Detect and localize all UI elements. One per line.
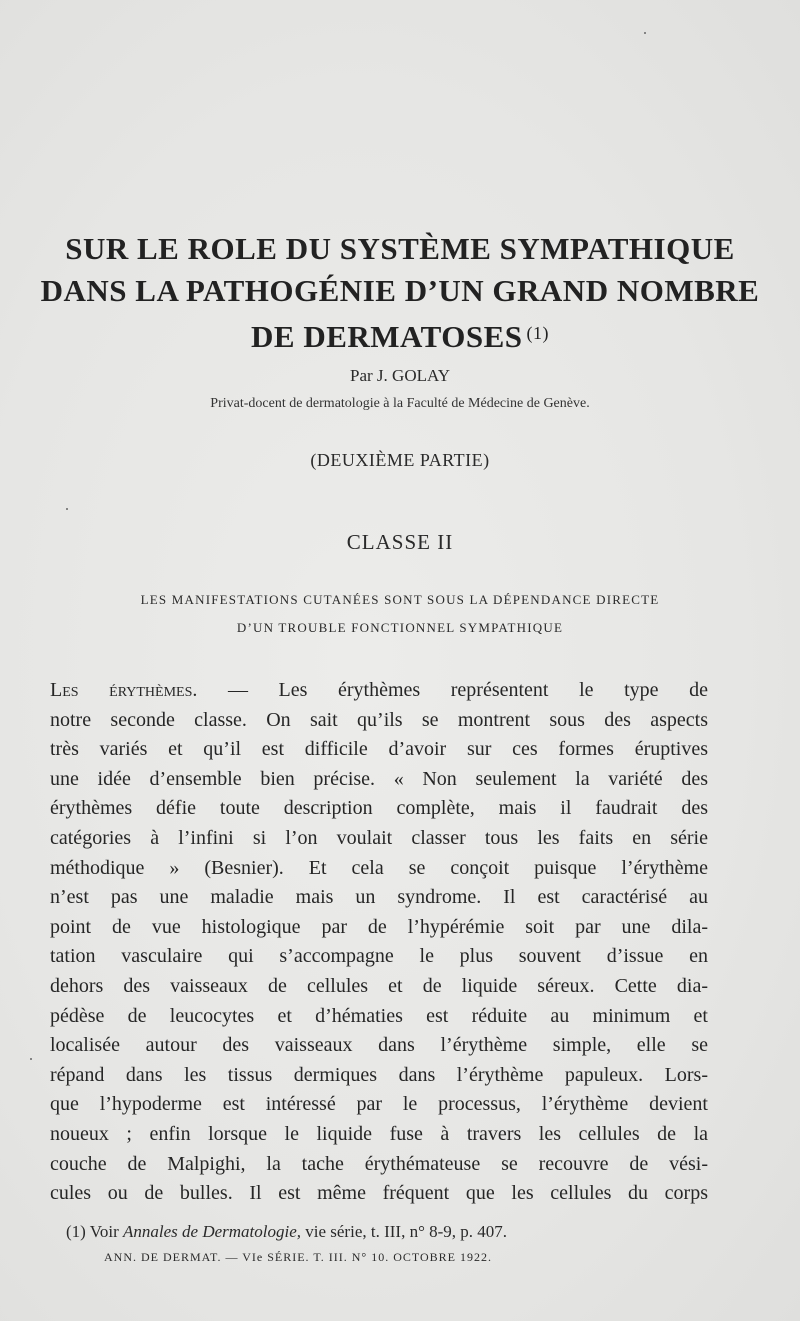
body-line: tation vasculaire qui s’accompagne le plus souvent d’issue en — [50, 945, 708, 968]
paragraph-lead: Les érythèmes. — [50, 679, 198, 701]
body-line: répand dans les tissus dermiques dans l’érythème papuleux. Lors- — [50, 1063, 708, 1086]
footnote — [66, 1222, 507, 1242]
body-line: érythèmes défie toute description complète, mais il faudrait des — [50, 797, 708, 820]
title-line-3-text: DE DERMATOSES — [251, 319, 523, 354]
section-subheading-line-2: D’UN TROUBLE FONCTIONNEL SYMPATHIQUE — [236, 620, 564, 635]
body-line: très variés et qu’il est difficile d’avoir sur ces formes éruptives — [50, 738, 708, 761]
body-paragraph — [50, 676, 708, 1209]
body-line: méthodique » (Besnier). Et cela se conçoit puisque l’érythème — [50, 856, 708, 879]
title-line-3 — [0, 312, 800, 358]
body-line: pédèse de leucocytes et d’hématies est réduite au minimum et — [50, 1004, 708, 1027]
body-line: point de vue histologique par de l’hypérémie soit par une dila- — [50, 915, 708, 938]
running-footer: ANN. DE DERMAT. — VIe SÉRIE. T. III. N° 10. OCTOBRE 1922. — [104, 1250, 493, 1264]
paper-speck — [66, 508, 68, 510]
body-line-1 — [50, 676, 708, 706]
body-line: cules ou de bulles. Il est même fréquent que les cellules du corps — [50, 1182, 708, 1205]
body-line: catégories à l’infini si l’on voulait classer tous les faits en série — [50, 826, 708, 849]
footnote-mark: (1) — [66, 1222, 86, 1241]
body-line: dehors des vaisseaux de cellules et de liquide séreux. Cette dia- — [50, 974, 708, 997]
paper-speck — [644, 32, 646, 34]
part-label: (DEUXIÈME PARTIE) — [310, 450, 490, 470]
body-line: une idée d’ensemble bien précise. « Non seulement la variété des — [50, 767, 708, 790]
title-line-2: DANS LA PATHOGÉNIE D’UN GRAND NOMBRE — [40, 273, 760, 308]
body-line: noueux ; enfin lorsque le liquide fuse à travers les cellules de la — [50, 1122, 708, 1145]
footnote-post: vie série, t. III, n° 8-9, p. 407. — [301, 1222, 508, 1241]
title-footnote-mark: (1) — [526, 323, 549, 343]
body-line: que l’hypoderme est intéressé par le processus, l’érythème devient — [50, 1093, 708, 1116]
body-line: notre seconde classe. On sait qu’ils se montrent sous des aspects — [50, 708, 708, 731]
article-title — [0, 228, 800, 358]
body-line: n’est pas une maladie mais un syndrome. Il est caractérisé au — [50, 886, 708, 909]
section-subheading-line-1: LES MANIFESTATIONS CUTANÉES SONT SOUS LA DÉPENDANCE DIRECTE — [140, 592, 660, 607]
author-affiliation: Privat-docent de dermatologie à la Faculté de Médecine de Genève. — [210, 396, 590, 411]
section-heading: CLASSE II — [346, 530, 454, 554]
body-line-1-text: — Les érythèmes représentent le type de — [197, 679, 708, 701]
footnote-journal: Annales de Dermatologie, — [123, 1222, 301, 1241]
footnote-pre: Voir — [85, 1222, 123, 1241]
paper-speck — [30, 1058, 32, 1060]
title-line-1: SUR LE ROLE DU SYSTÈME SYMPATHIQUE — [65, 231, 735, 266]
author-line: Par J. GOLAY — [350, 366, 450, 385]
body-line: localisée autour des vaisseaux dans l’érythème simple, elle se — [50, 1034, 708, 1057]
body-line: couche de Malpighi, la tache érythémateuse se recouvre de vési- — [50, 1152, 708, 1175]
